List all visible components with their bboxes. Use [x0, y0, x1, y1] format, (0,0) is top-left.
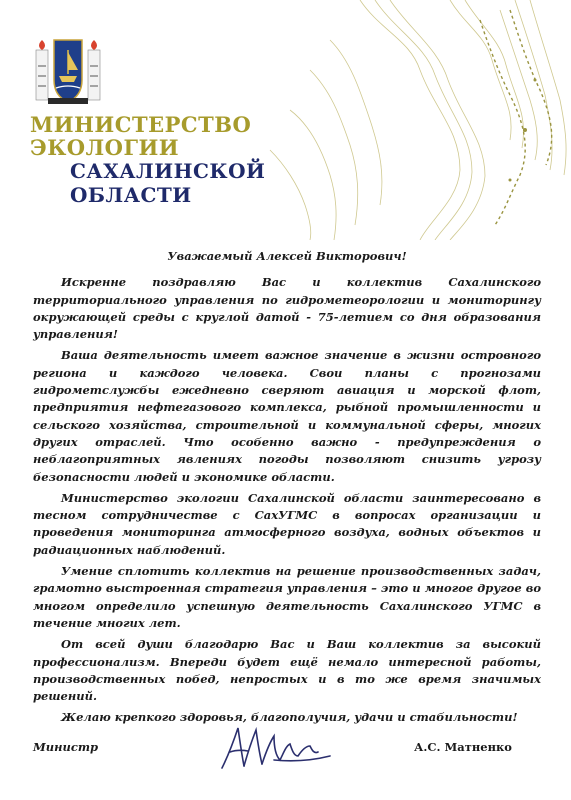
- ministry-name-line4: ОБЛАСТИ: [70, 183, 192, 207]
- ministry-name-line3: САХАЛИНСКОЙ: [70, 159, 266, 183]
- sakhalin-coat-of-arms-icon: [32, 36, 104, 108]
- paragraph-cooperation: Министерство экологии Сахалинской области заинтересовано в тесном сотрудничестве с СахУГМС в вопросах организации и проведения мониторинга атмосферного воздуха, водных объектов и радиационных наблюдений.: [33, 490, 541, 557]
- greeting: Уважаемый Алексей Викторович!: [167, 249, 407, 263]
- paragraph-wishes: Желаю крепкого здоровья, благополучия, удачи и стабильности!: [61, 710, 518, 725]
- handwritten-signature-icon: [214, 716, 334, 778]
- ministry-name-line2: ЭКОЛОГИИ: [30, 135, 180, 160]
- paragraph-strategy: Умение сплотить коллектив на решение производственных задач, грамотно выстроенная стратегия управления – это и многое другое во многом определило успешную деятельность Сахалинского УГМС в течение многих лет.: [33, 564, 541, 630]
- signatory-role: Министр: [33, 740, 99, 754]
- ministry-name-line1: МИНИСТЕРСТВО: [30, 112, 252, 137]
- sakhalin-island-map-icon: [210, 0, 571, 240]
- letter-body: [33, 248, 541, 731]
- paragraph-gratitude: От всей души благодарю Вас и Ваш коллектив за высокий профессионализм. Впереди будет ещё немало интересной работы, производственных побед, непростых и в то же время значимых решений.: [33, 637, 541, 704]
- paragraph-importance: Ваша деятельность имеет важное значение в жизни островного региона и каждого человека. Свои планы с прогнозами гидрометслужбы ежедневно сверяют авиация и морской флот, предприятия нефтегазового комплекса, рыбной промышленности и сельского хозяйства, строительной и коммунальной сферы, многих других отраслей. Что особенно важно - предупреждения о неблагоприятных явлениях погоды позволяют снизить угрозу безопасности людей и экономике области.: [33, 348, 541, 484]
- paragraph-congratulation: Искренне поздравляю Вас и коллектив Сахалинского территориального управления по гидрометеорологии и мониторингу окружающей среды с круглой датой - 75-летием со дня образования управления!: [33, 275, 541, 342]
- signatory-name: А.С. Матненко: [414, 740, 512, 754]
